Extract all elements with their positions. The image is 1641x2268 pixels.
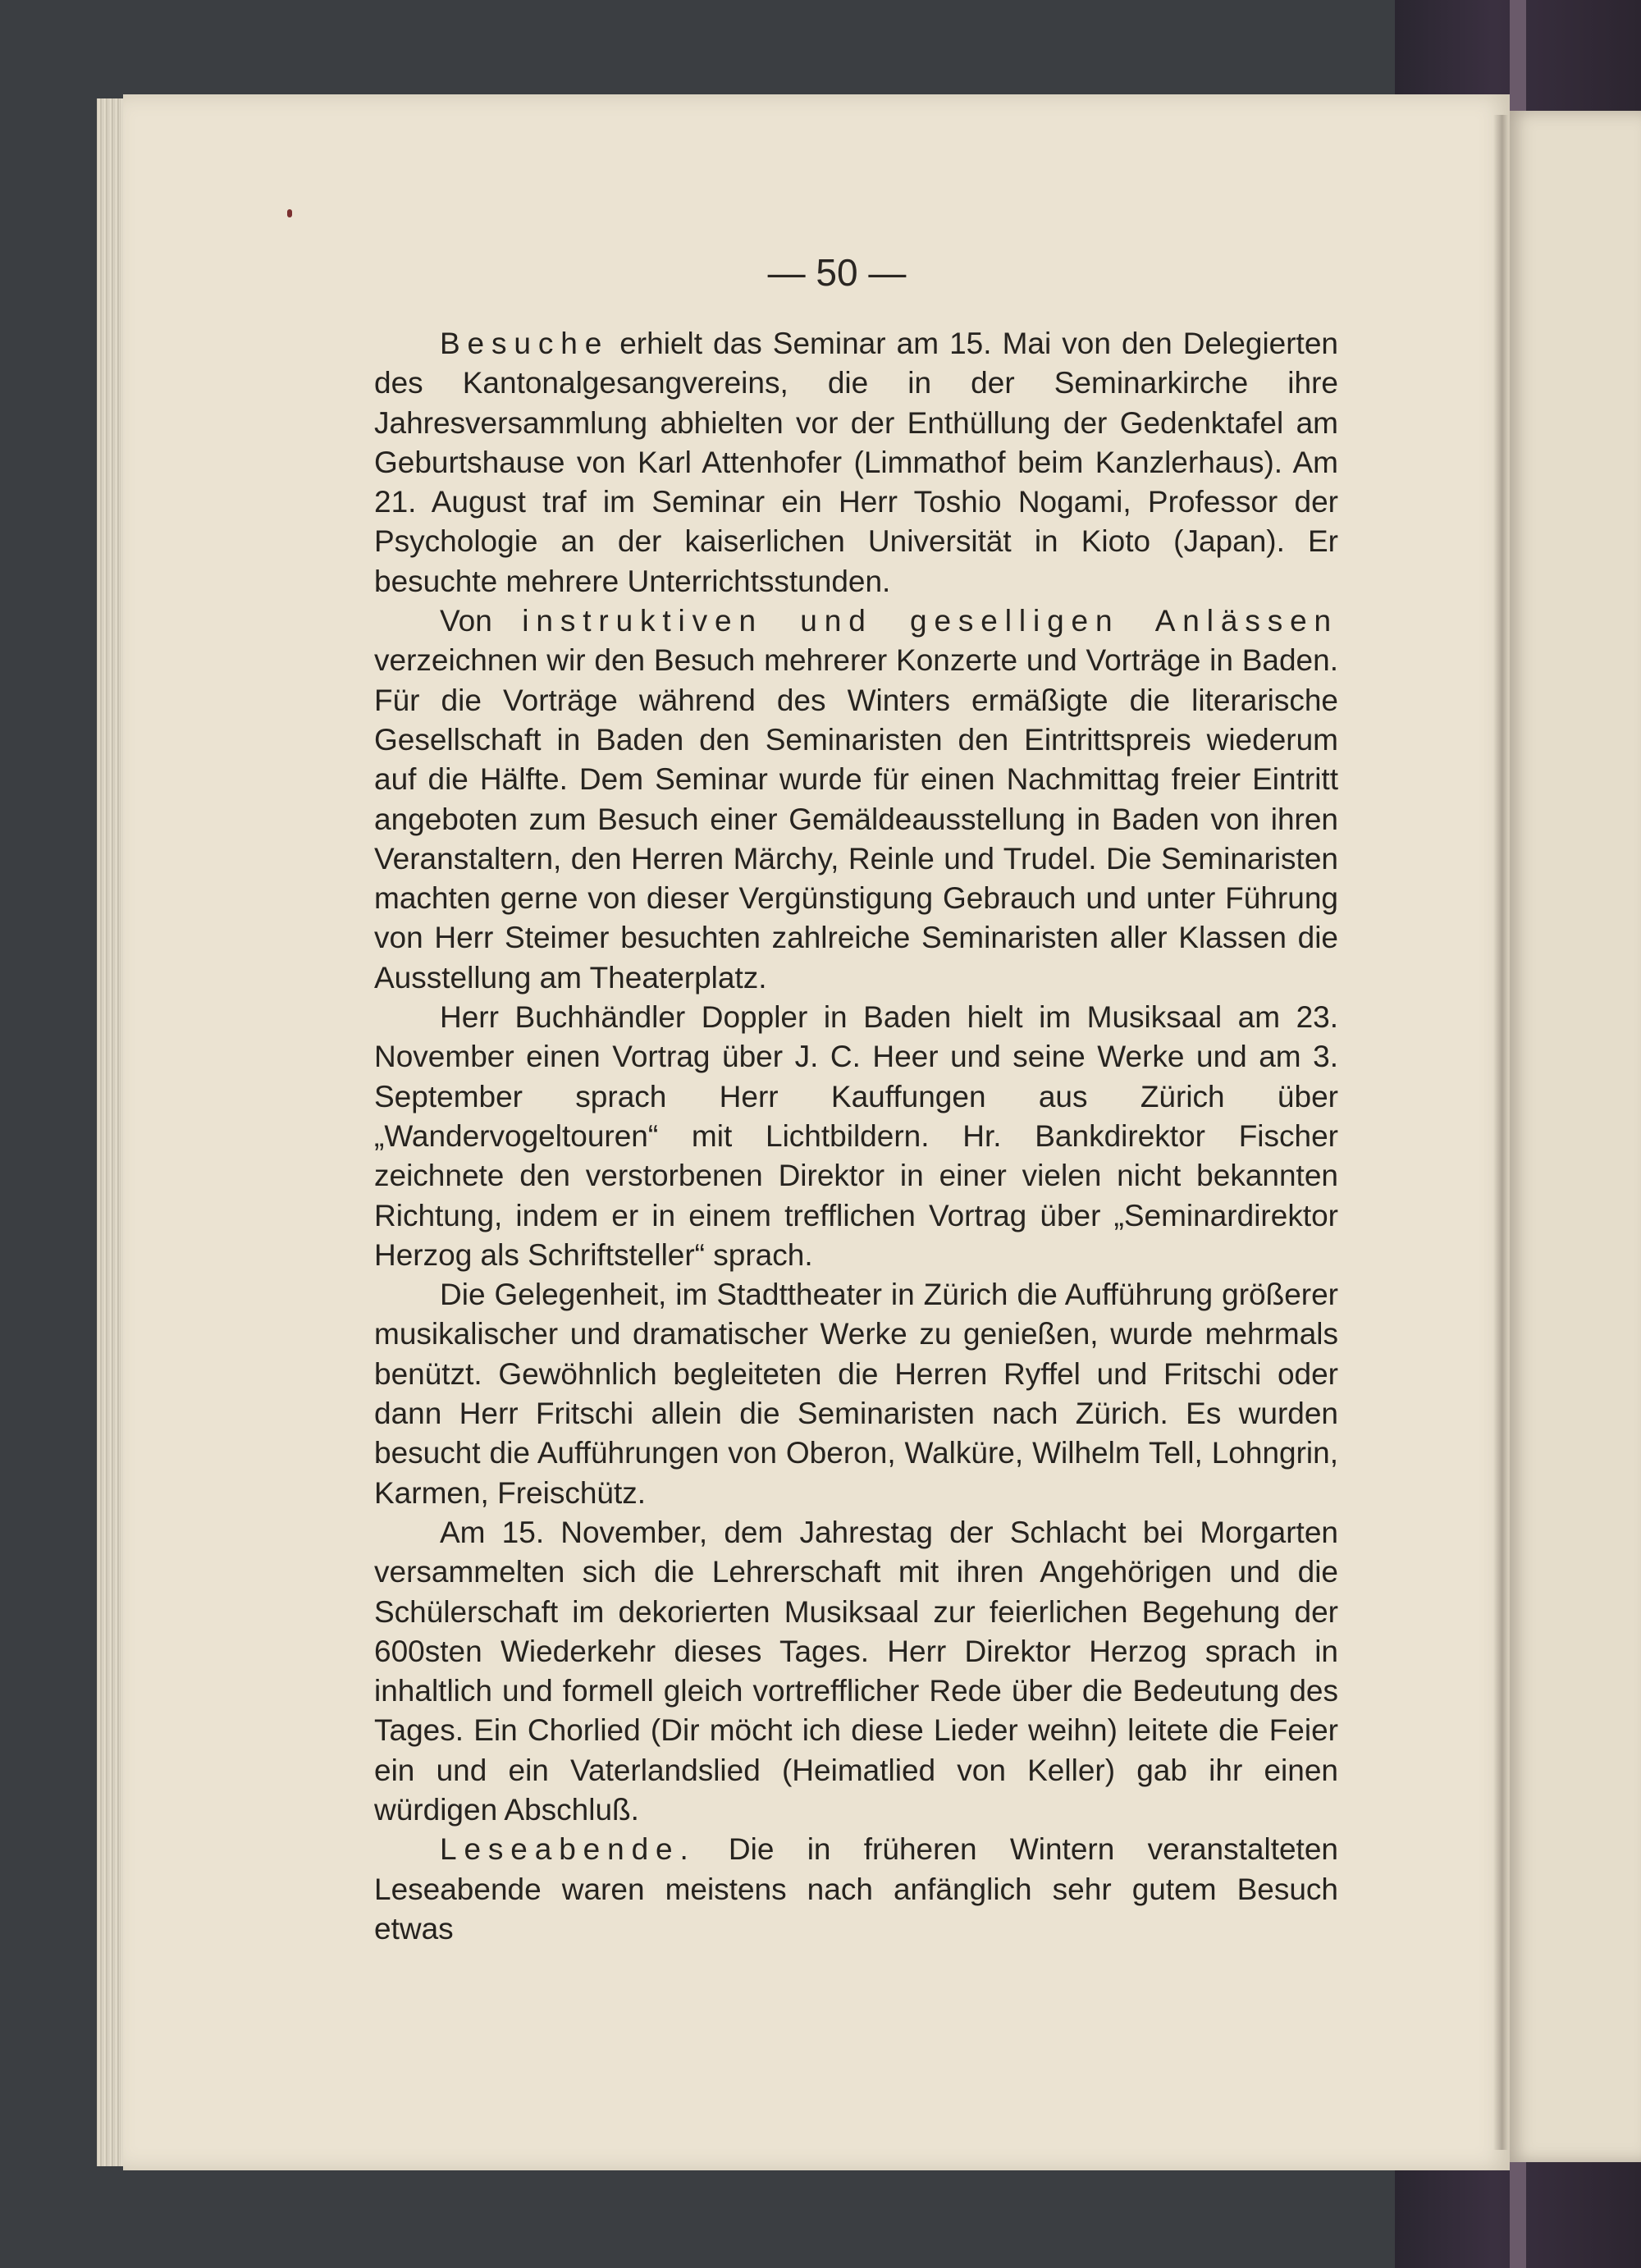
paragraph-pre: Von xyxy=(440,604,523,638)
body-text xyxy=(374,324,1338,1949)
page-number: — 50 — xyxy=(767,251,907,294)
page-gutter xyxy=(1493,115,1508,2150)
section-lead: Leseabende. xyxy=(440,1832,696,1867)
section-lead: Besuche xyxy=(440,327,610,360)
section-lead: instruktiven und geselligen Anlässen xyxy=(522,604,1338,638)
paragraph-vortraege xyxy=(374,998,1338,1275)
paragraph-anlaesse xyxy=(374,601,1338,998)
paragraph-stadttheater xyxy=(374,1275,1338,1513)
paragraph-besuche xyxy=(374,324,1338,601)
paragraph-text: Die Gelegenheit, im Stadttheater in Zürich die Aufführung größerer musikalischer und dramatischer Werke zu genießen, wurde mehrmals benützt. Gewöhnlich begleiteten die Herren Ryffel und Fritschi oder dann Herr Fritschi allein die Seminaristen nach Zürich. Es wurden besucht die Aufführungen von Oberon, Walküre, Wilhelm Tell, Lohngrin, Karmen, Freischütz. xyxy=(374,1278,1338,1510)
paragraph-text: Am 15. November, dem Jahrestag der Schlacht bei Morgarten versammelten sich die Lehrerschaft mit ihren Angehörigen und die Schülerschaft im dekorierten Musiksaal zur feierlichen Begehung der 600sten Wiederkehr dieses Tages. Herr Direktor Herzog sprach in inhaltlich und formell gleich vortrefflicher Rede über die Bedeutung des Tages. Ein Chorlied (Dir möcht ich diese Lieder weihn) leitete die Feier ein und ein Vaterlandslied (Heimatlied von Keller) gab ihr einen würdigen Abschluß. xyxy=(374,1515,1338,1827)
paragraph-text: erhielt das Seminar am 15. Mai von den Delegierten des Kantonalgesangvereins, die in der Seminarkirche ihre Jahresversammlung abhielten vor der Enthüllung der Gedenktafel am Geburtshause von Karl Attenhofer (Limmathof beim Kanzlerhaus). Am 21. August traf im Seminar ein Herr Toshio Nogami, Professor der Psychologie an der kaiserlichen Universität in Kioto (Japan). Er besuchte mehrere Unterrichtsstunden. xyxy=(374,327,1338,598)
facing-page-edge xyxy=(1506,111,1641,2162)
paper-speck xyxy=(287,209,292,217)
paragraph-text: Herr Buchhändler Doppler in Baden hielt im Musiksaal am 23. November einen Vortrag über J. C. Heer und seine Werke und am 3. September sprach Herr Kauffungen aus Zürich über „Wandervogeltouren“ mit Lichtbildern. Hr. Bankdirektor Fischer zeichnete den verstorbenen Direktor in einer vielen nicht bekannten Richtung, indem er in einem trefflichen Vortrag über „Seminardirektor Herzog als Schriftsteller“ sprach. xyxy=(374,1000,1338,1272)
paragraph-morgarten xyxy=(374,1513,1338,1830)
paragraph-text: Die in früheren Wintern veranstalteten Leseabende waren meistens nach anfänglich sehr gutem Besuch etwas xyxy=(374,1832,1338,1946)
paragraph-text: verzeichnen wir den Besuch mehrerer Konzerte und Vorträge in Baden. Für die Vorträge während des Winters ermäßigte die literarische Gesellschaft in Baden den Seminaristen den Eintrittspreis wiederum auf die Hälfte. Dem Seminar wurde für einen Nachmittag freier Eintritt angeboten zum Besuch einer Gemäldeausstellung in Baden von ihren Veranstaltern, den Herren Märchy, Reinle und Trudel. Die Seminaristen machten gerne von dieser Vergünstigung Gebrauch und unter Führung von Herr Steimer besuchten zahlreiche Seminaristen aller Klassen die Ausstellung am Theaterplatz. xyxy=(374,643,1338,995)
paragraph-leseabende xyxy=(374,1830,1338,1949)
